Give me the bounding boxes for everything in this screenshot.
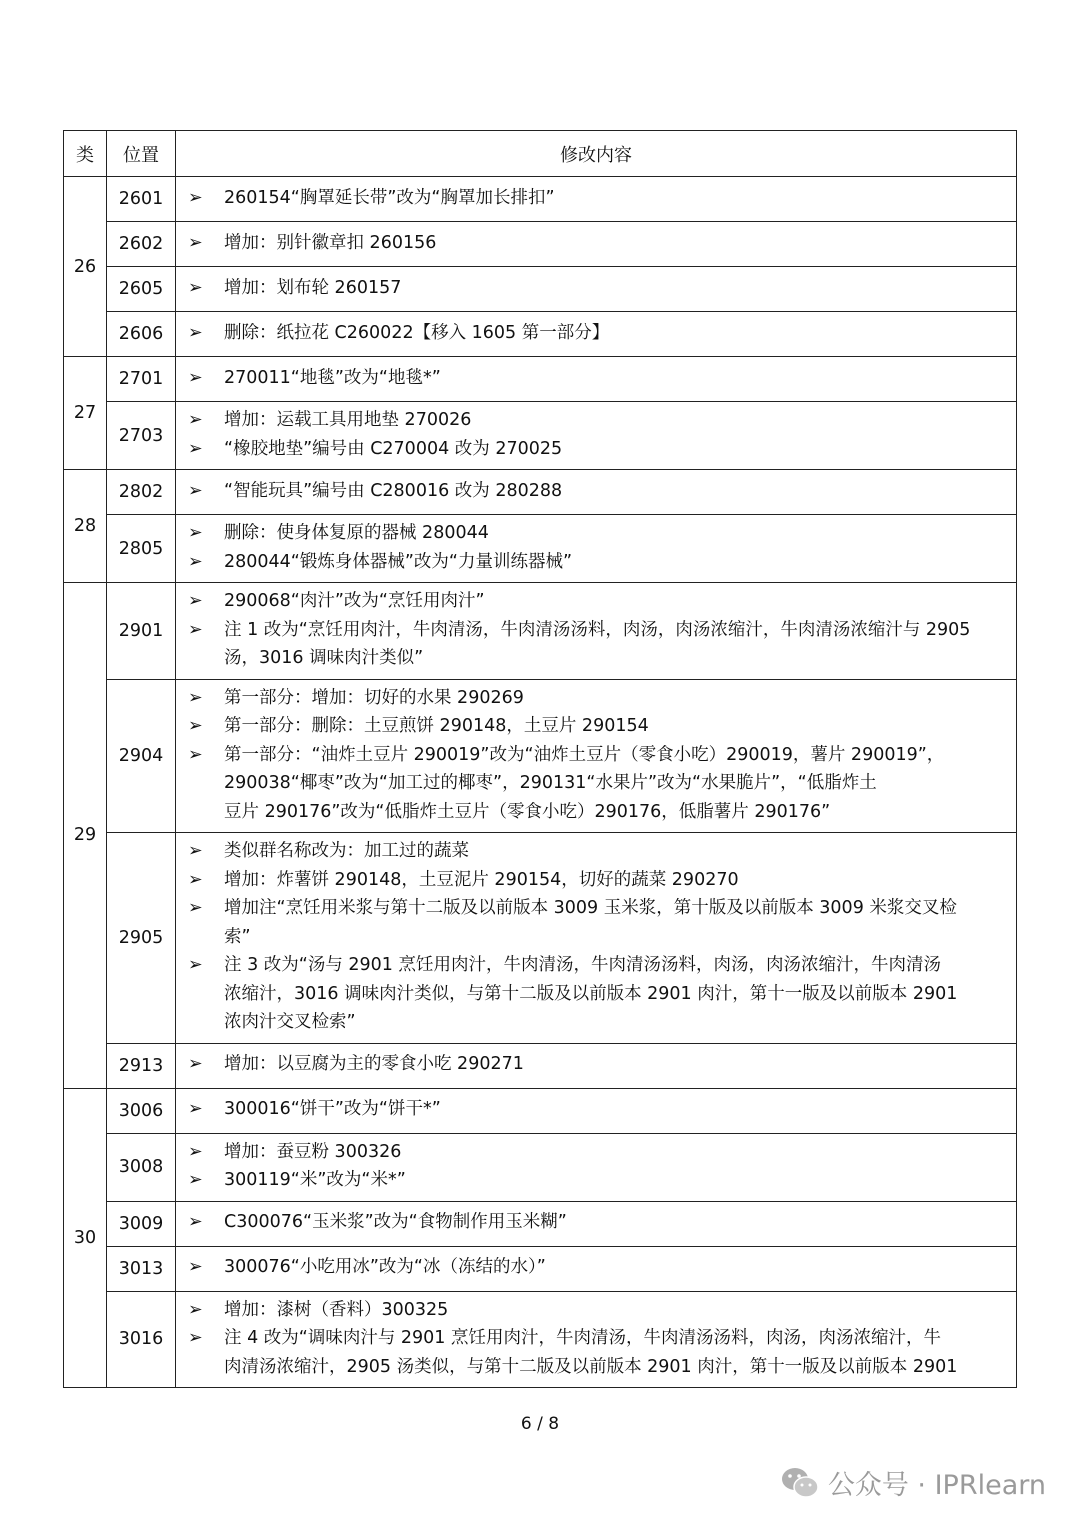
bullet-text: 260154“胸罩延长带”改为“胸罩加长排扣” — [224, 187, 555, 208]
table-row — [64, 402, 1017, 470]
content-cell — [176, 1043, 1017, 1088]
class-number: 29 — [64, 583, 107, 1089]
bullet-item — [186, 616, 1006, 645]
bullet-item — [186, 866, 1006, 895]
bullet-text: 增加：别针徽章扣 260156 — [224, 232, 437, 253]
bullet-item — [186, 406, 1006, 435]
bullet-text-continuation: 汤，3016 调味肉汁类似” — [224, 648, 424, 668]
bullet-text: “智能玩具”编号由 C280016 改为 280288 — [224, 480, 563, 501]
header-class: 类 — [64, 131, 107, 177]
content-cell — [176, 312, 1017, 357]
bullet-text: 290068“肉汁”改为“烹饪用肉汁” — [224, 591, 485, 611]
bullet-item — [186, 1296, 1006, 1325]
bullet-text: 类似群名称改为：加工过的蔬菜 — [224, 841, 469, 861]
position-code: 2701 — [107, 357, 176, 402]
position-code: 2913 — [107, 1043, 176, 1088]
arrow-bullet-icon: ➢ — [188, 232, 203, 253]
bullet-item — [186, 837, 1006, 866]
bullet-text: 第一部分：删除：土豆煎饼 290148，土豆片 290154 — [224, 716, 649, 736]
bullet-item — [186, 1253, 1006, 1282]
arrow-bullet-icon: ➢ — [188, 1170, 203, 1190]
bullet-item — [186, 548, 1006, 577]
arrow-bullet-icon: ➢ — [188, 955, 203, 975]
arrow-bullet-icon: ➢ — [188, 591, 203, 611]
position-code: 3009 — [107, 1201, 176, 1246]
arrow-bullet-icon: ➢ — [188, 1141, 203, 1162]
class-number: 26 — [64, 177, 107, 357]
bullet-item — [186, 184, 1006, 213]
header-position: 位置 — [107, 131, 176, 177]
bullet-text: 注 1 改为“烹饪用肉汁，牛肉清汤，牛肉清汤汤料，肉汤，肉汤浓缩汁，牛肉清汤浓缩汁与 2905 — [224, 619, 971, 640]
class-number: 30 — [64, 1088, 107, 1388]
bullet-text: 300119“米”改为“米*” — [224, 1170, 406, 1190]
bullet-item — [186, 1208, 1006, 1237]
arrow-bullet-icon: ➢ — [188, 480, 203, 501]
position-code: 2606 — [107, 312, 176, 357]
bullet-item — [186, 229, 1006, 258]
bullet-text: C300076“玉米浆”改为“食物制作用玉米糊” — [224, 1212, 567, 1233]
bullet-item — [186, 274, 1006, 303]
bullet-text-continuation: 浓缩汁，3016 调味肉汁类似，与第十二版及以前版本 2901 肉汁，第十一版及以前版本 2901 — [224, 983, 958, 1004]
bullet-text-continuation: 索” — [224, 926, 251, 947]
arrow-bullet-icon: ➢ — [188, 523, 203, 543]
position-code: 2703 — [107, 402, 176, 470]
arrow-bullet-icon: ➢ — [188, 1257, 203, 1278]
table-row — [64, 470, 1017, 515]
arrow-bullet-icon: ➢ — [188, 869, 203, 890]
arrow-bullet-icon: ➢ — [188, 1299, 203, 1320]
bullet-text: 增加：划布轮 260157 — [224, 277, 402, 298]
content-cell — [176, 833, 1017, 1044]
table-row — [64, 1088, 1017, 1133]
header-row — [64, 131, 1017, 177]
arrow-bullet-icon: ➢ — [188, 438, 203, 459]
position-code: 2901 — [107, 583, 176, 680]
content-cell — [176, 1291, 1017, 1388]
arrow-bullet-icon: ➢ — [188, 716, 203, 736]
position-code: 2602 — [107, 222, 176, 267]
arrow-bullet-icon: ➢ — [188, 277, 203, 298]
bullet-text: 第一部分：“油炸土豆片 290019”改为“油炸土豆片（零食小吃）290019，薯片 290019”， — [224, 744, 945, 765]
page-number: 6 / 8 — [520, 1414, 560, 1434]
bullet-item — [186, 1166, 1006, 1195]
table-row — [64, 267, 1017, 312]
table-row — [64, 515, 1017, 583]
bullet-text: 300016“饼干”改为“饼干*” — [224, 1099, 441, 1120]
class-number: 27 — [64, 357, 107, 470]
table-row — [64, 679, 1017, 833]
position-code: 2904 — [107, 679, 176, 833]
bullet-item — [186, 712, 1006, 741]
position-code: 2905 — [107, 833, 176, 1044]
header-content: 修改内容 — [176, 131, 1017, 177]
arrow-bullet-icon: ➢ — [188, 619, 203, 640]
table-row — [64, 1133, 1017, 1201]
content-cell — [176, 1201, 1017, 1246]
table-row — [64, 312, 1017, 357]
bullet-text: 注 3 改为“汤与 2901 烹饪用肉汁，牛肉清汤，牛肉清汤汤料，肉汤，肉汤浓缩汁，牛肉清汤 — [224, 955, 941, 975]
position-code: 2601 — [107, 177, 176, 222]
content-cell — [176, 470, 1017, 515]
table-row — [64, 1043, 1017, 1088]
content-cell — [176, 357, 1017, 402]
table-row — [64, 357, 1017, 402]
bullet-text: 300076“小吃用冰”改为“冰（冻结的水）” — [224, 1257, 546, 1278]
arrow-bullet-icon: ➢ — [188, 898, 203, 918]
position-code: 3016 — [107, 1291, 176, 1388]
bullet-item — [186, 519, 1006, 548]
table-row — [64, 222, 1017, 267]
bullet-text: 注 4 改为“调味肉汁与 2901 烹饪用肉汁，牛肉清汤，牛肉清汤汤料，肉汤，肉汤浓缩汁，牛 — [224, 1328, 941, 1348]
arrow-bullet-icon: ➢ — [188, 744, 203, 765]
wechat-icon — [780, 1466, 820, 1500]
arrow-bullet-icon: ➢ — [188, 1099, 203, 1120]
bullet-item — [186, 894, 1006, 923]
position-code: 2802 — [107, 470, 176, 515]
bullet-item — [186, 1138, 1006, 1167]
arrow-bullet-icon: ➢ — [188, 551, 203, 572]
bullet-text-continuation: 290038“椰枣”改为“加工过的椰枣”，290131“水果片”改为“水果脆片”，“低脂炸土 — [224, 773, 877, 793]
bullet-text: 280044“锻炼身体器械”改为“力量训练器械” — [224, 551, 573, 572]
bullet-text-continuation: 肉清汤浓缩汁，2905 汤类似，与第十二版及以前版本 2901 肉汁，第十一版及以前版本 2901 — [224, 1356, 958, 1377]
table-row — [64, 1201, 1017, 1246]
position-code: 2805 — [107, 515, 176, 583]
bullet-text: 增加：炸薯饼 290148，土豆泥片 290154，切好的蔬菜 290270 — [224, 869, 739, 890]
table-row — [64, 1291, 1017, 1388]
bullet-text: 增加：漆树（香料）300325 — [224, 1299, 449, 1320]
content-cell — [176, 679, 1017, 833]
bullet-text: 删除：使身体复原的器械 280044 — [224, 523, 489, 543]
bullet-item — [186, 1324, 1006, 1353]
amendment-table — [63, 130, 1017, 1388]
table-row — [64, 177, 1017, 222]
content-cell — [176, 1088, 1017, 1133]
arrow-bullet-icon: ➢ — [188, 841, 203, 861]
bullet-text: 270011“地毯”改为“地毯*” — [224, 367, 441, 388]
table-row — [64, 1246, 1017, 1291]
content-cell — [176, 177, 1017, 222]
bullet-text: “橡胶地垫”编号由 C270004 改为 270025 — [224, 438, 563, 459]
bullet-item — [186, 741, 1006, 770]
bullet-text-continuation: 浓肉汁交叉检索” — [224, 1012, 356, 1032]
content-cell — [176, 515, 1017, 583]
arrow-bullet-icon: ➢ — [188, 1212, 203, 1233]
content-cell — [176, 1246, 1017, 1291]
bullet-item — [186, 951, 1006, 980]
content-cell — [176, 267, 1017, 312]
content-cell — [176, 583, 1017, 680]
bullet-text: 增加：以豆腐为主的零食小吃 290271 — [224, 1054, 524, 1075]
bullet-text: 增加注“烹饪用米浆与第十二版及以前版本 3009 玉米浆，第十版及以前版本 3009 米浆交叉检 — [224, 898, 957, 918]
arrow-bullet-icon: ➢ — [188, 1054, 203, 1075]
arrow-bullet-icon: ➢ — [188, 410, 203, 430]
bullet-text: 增加：运载工具用地垫 270026 — [224, 410, 472, 430]
position-code: 2605 — [107, 267, 176, 312]
class-number: 28 — [64, 470, 107, 583]
bullet-text: 删除：纸拉花 C260022【移入 1605 第一部分】 — [224, 322, 610, 343]
bullet-item — [186, 477, 1006, 506]
bullet-text-continuation: 豆片 290176”改为“低脂炸土豆片（零食小吃）290176，低脂薯片 290176” — [224, 801, 831, 822]
watermark-text: 公众号 · IPRlearn — [827, 1470, 1046, 1501]
bullet-item — [186, 684, 1006, 713]
arrow-bullet-icon: ➢ — [188, 187, 203, 208]
arrow-bullet-icon: ➢ — [188, 322, 203, 343]
bullet-item — [186, 364, 1006, 393]
bullet-text: 第一部分：增加：切好的水果 290269 — [224, 687, 524, 708]
bullet-item — [186, 1050, 1006, 1079]
arrow-bullet-icon: ➢ — [188, 1328, 203, 1348]
bullet-text: 增加：蚕豆粉 300326 — [224, 1141, 402, 1162]
arrow-bullet-icon: ➢ — [188, 367, 203, 388]
position-code: 3008 — [107, 1133, 176, 1201]
table-row — [64, 583, 1017, 680]
bullet-item — [186, 319, 1006, 348]
content-cell — [176, 402, 1017, 470]
table-row — [64, 833, 1017, 1044]
position-code: 3013 — [107, 1246, 176, 1291]
bullet-item — [186, 1095, 1006, 1124]
bullet-item — [186, 435, 1006, 464]
bullet-item — [186, 587, 1006, 616]
content-cell — [176, 1133, 1017, 1201]
content-cell — [176, 222, 1017, 267]
position-code: 3006 — [107, 1088, 176, 1133]
arrow-bullet-icon: ➢ — [188, 687, 203, 708]
watermark — [780, 1463, 1046, 1502]
